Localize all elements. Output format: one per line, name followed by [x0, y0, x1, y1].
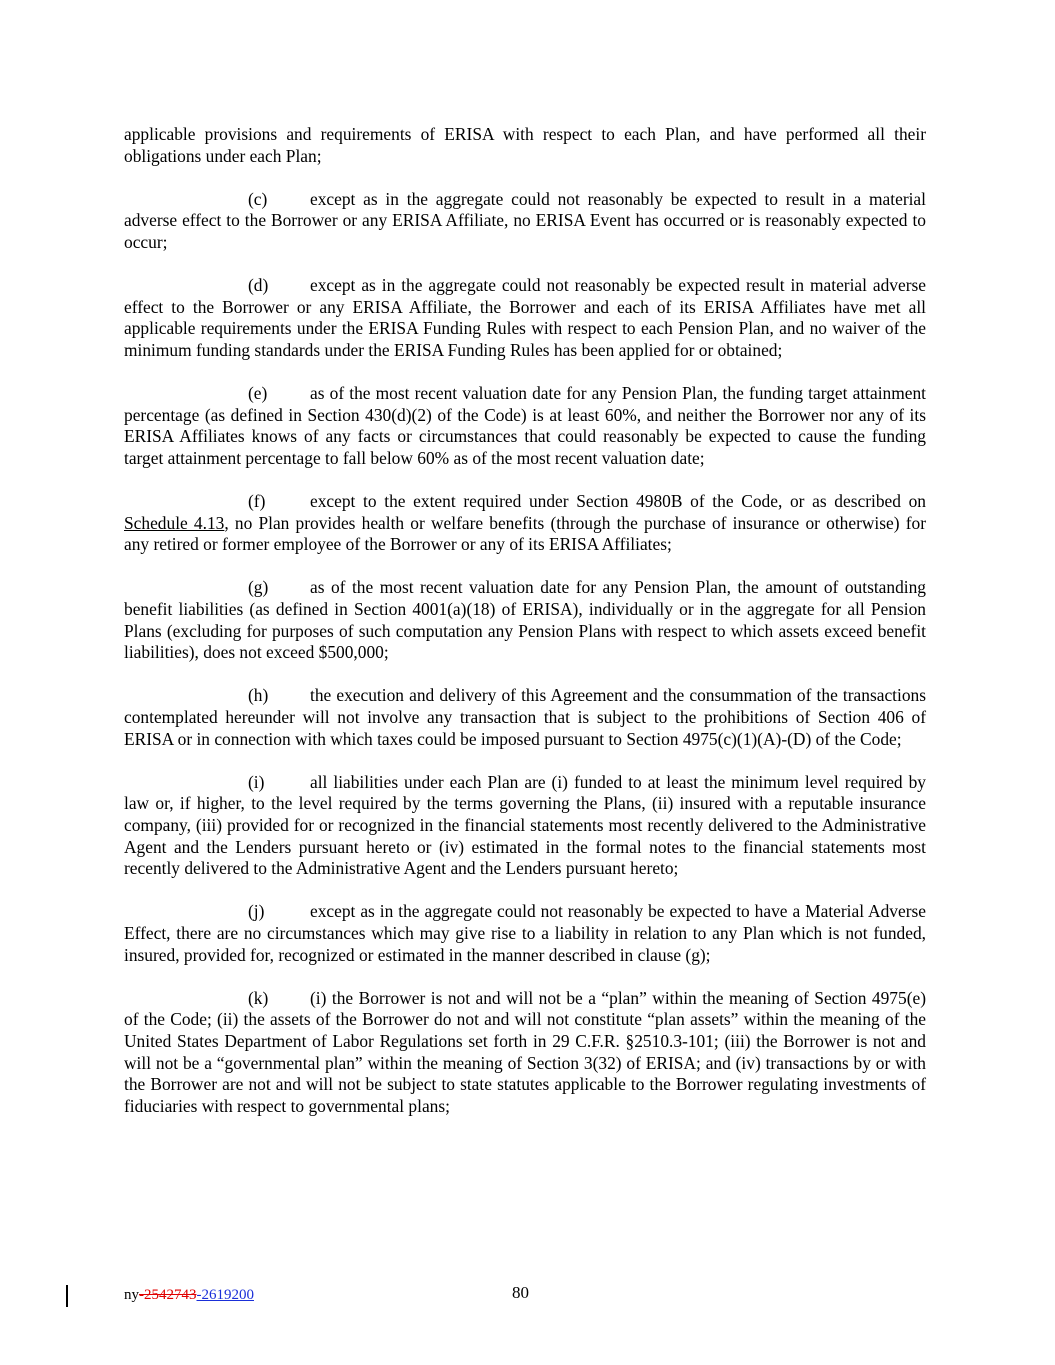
clause-label: (d)	[248, 275, 269, 296]
deleted-document-id: -2542743	[139, 1287, 197, 1303]
clause-label: (i)	[248, 771, 265, 792]
clause-text: as of the most recent valuation date for any Pension Plan, the funding target attainment percentage (as defined in Section 430(d)(2) of the Code) is at least 60%, and neither the Borrower nor any of its ERISA Affiliates knows of any facts or circumstances that could reasonably be expected to cause the funding target attainment percentage to fall below 60% as of the most recent valuation date;	[124, 383, 926, 468]
clause-text: except as in the aggregate could not reasonably be expected result in material adverse effect to the Borrower or any ERISA Affiliate, the Borrower and each of its ERISA Affiliates have met all applicable requirements under the ERISA Funding Rules with respect to each Pension Plan, and no waiver of the minimum funding standards under the ERISA Funding Rules has been applied for or obtained;	[124, 275, 926, 360]
clause-label: (j)	[248, 901, 265, 922]
clause-label: (h)	[248, 685, 269, 706]
clause-text: except as in the aggregate could not reasonably be expected to result in a material adverse effect to the Borrower or any ERISA Affiliate, no ERISA Event has occurred or is reasonably expected to occur;	[124, 188, 926, 252]
clause-h	[124, 685, 926, 750]
document-id	[124, 1287, 254, 1304]
clause-i	[124, 772, 926, 880]
inserted-document-id: -2619200	[196, 1287, 254, 1303]
clause-text: except as in the aggregate could not reasonably be expected to have a Material Adverse Effect, there are no circumstances which may give rise to a liability in relation to any Plan which is not funded, insured, provided for, recognized or estimated in the manner described in clause (g);	[124, 901, 926, 965]
clause-text: the execution and delivery of this Agreement and the consummation of the transactions contemplated hereunder will not involve any transaction that is subject to the prohibitions of Section 406 of ERISA or in connection with which taxes could be imposed pursuant to Section 4975(c)(1)(A)-(D) of the Code;	[124, 685, 926, 749]
clause-k	[124, 988, 926, 1118]
clause-text: (i) the Borrower is not and will not be a “plan” within the meaning of Section 4975(e) of the Code; (ii) the assets of the Borrower do not and will not constitute “plan assets” within the meaning of the United States Department of Labor Regulations set forth in 29 C.F.R. §2510.3-101; (iii) the Borrower is not and will not be a “governmental plan” within the meaning of Section 3(32) of ERISA; and (iv) transactions by or with the Borrower are not and will not be subject to state statutes applicable to the Borrower regulating investments of fiduciaries with respect to governmental plans;	[124, 987, 926, 1116]
clause-text-before: except to the extent required under Section 4980B of the Code, or as described on	[310, 491, 926, 512]
clause-c	[124, 189, 926, 254]
clause-g	[124, 577, 926, 663]
intro-paragraph: applicable provisions and requirements of ERISA with respect to each Plan, and have performed all their obligations under each Plan;	[124, 124, 926, 166]
clause-label: (f)	[248, 491, 266, 512]
clause-d	[124, 275, 926, 361]
body-text	[124, 124, 926, 1139]
page-number: 80	[512, 1283, 529, 1302]
clause-label: (k)	[248, 987, 269, 1008]
clause-text: as of the most recent valuation date for any Pension Plan, the amount of outstanding benefit liabilities (as defined in Section 4001(a)(18) of ERISA), individually or in the aggregate for all Pension Plans (excluding for purposes of such computation any Pension Plans with respect to which assets exceed benefit liabilities), does not exceed $500,000;	[124, 577, 926, 663]
clause-text: all liabilities under each Plan are (i) funded to at least the minimum level required by law or, if higher, to the level required by the terms governing the Plans, (ii) insured with a reputable insurance company, (iii) provided for or recognized in the financial statements most recently delivered to the Administrative Agent and the Lenders pursuant hereto or (iv) estimated in the formal notes to the financial statements most recently delivered to the Administrative Agent and the Lenders pursuant hereto;	[124, 771, 926, 879]
clause-text-after: , no Plan provides health or welfare benefits (through the purchase of insurance or otherwise) for any retired or former employee of the Borrower or any of its ERISA Affiliates;	[124, 512, 926, 555]
change-bar	[66, 1285, 68, 1307]
clause-f	[124, 491, 926, 556]
clause-label: (g)	[248, 577, 269, 598]
clause-label: (e)	[248, 383, 268, 404]
clause-j	[124, 901, 926, 966]
clause-label: (c)	[248, 188, 268, 209]
schedule-reference: Schedule 4.13	[124, 512, 225, 533]
document-id-prefix: ny	[124, 1287, 139, 1303]
clause-e	[124, 383, 926, 469]
